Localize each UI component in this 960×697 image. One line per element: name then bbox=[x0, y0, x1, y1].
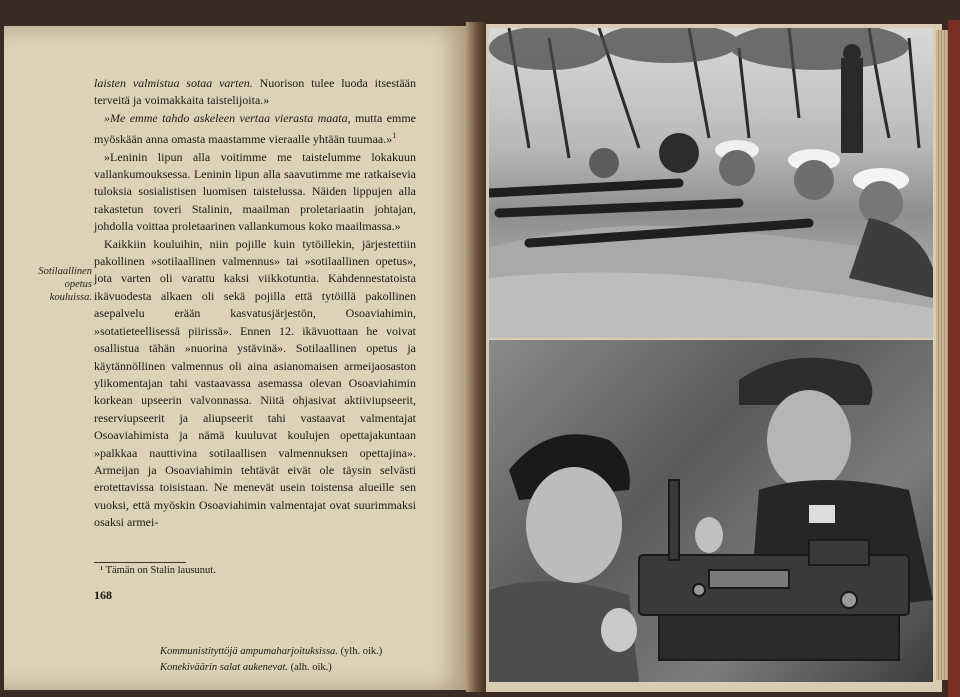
footnote-marker: 1 bbox=[392, 131, 397, 141]
text-run: mutta emme myöskään anna omasta maastamme vieraalle yhtään tuumaa.» bbox=[94, 110, 416, 147]
text-run: Kaikkiin kouluihin, niin pojille kuin tytöillekin, järjestettiin pakollinen »sotilaallinen valmennus» tai »sotilaallinen opetus», jota varten oli varattu kaksi viikkotuntia. Kahdennestatoista ikävuodesta alkaen oli sekä pojilla että tytöillä pakollinen asepalvelu erään kasvatusjärjestön, Osoaviahimin, »sotatieteellisessä piirissä». Ennen 12. ikävuottaan he voivat osallistua tähän »nuorina ystävinä». Sotilaallinen opetus ja käytännöllinen valmennus oli aina asianomaisen armeijaosaston ylikomentajan tahi vastaavassa asemassa olevan Osoaviahimin korkean upseerin valvonnassa. Niitä ohjasivat aktiiviupseerit, reserviupseerit ja aliupseerit tahi vastaavat valmentajat Osoaviahimista ja nämä kuuluvat koulujen opettajakuntaan »palkkaa nauttivina sotilaallisen valmennuksen opettajina». Armeijan ja Osoaviahimin tehtävät eivät ole täysin selvästi erotettavissa toisistaan. Ne menevät usein toistensa alueille sen vuoksi, että myöskin Osoaviahimin valmentajat ovat suurimmaksi osaksi armei- bbox=[94, 236, 416, 530]
girls-rifle-practice-photo bbox=[489, 28, 933, 338]
body-paragraph bbox=[94, 75, 416, 110]
caption-top bbox=[160, 646, 420, 657]
page-number: 168 bbox=[94, 588, 112, 602]
machine-gun-lesson-photo bbox=[489, 340, 933, 682]
footnote: ¹ Tämän on Stalin lausunut. bbox=[100, 565, 216, 576]
margin-note: Sotilaallinen opetus kouluissa. bbox=[38, 266, 92, 303]
text-run: Nuorison tulee luoda itsestään terveitä ja voimakkaita taistelijoita.» bbox=[94, 76, 417, 108]
book-gutter bbox=[466, 22, 488, 692]
caption-bottom-text: Konekiväärin salat aukenevat. bbox=[160, 662, 289, 673]
body-paragraph bbox=[94, 149, 416, 236]
text-run: laisten valmistua sotaa varten. bbox=[94, 76, 253, 90]
body-text bbox=[94, 75, 416, 532]
caption-bottom-note: (alh. oik.) bbox=[290, 662, 332, 673]
body-paragraph bbox=[94, 110, 416, 149]
caption-top-note: (ylh. oik.) bbox=[340, 646, 383, 657]
footnote-rule bbox=[94, 562, 186, 563]
text-run: »Leninin lipun alla voitimme me taistelumme lokakuun vallankumouksessa. Leninin lipun alla saavutimme me ratkaisevia tuloksia sosialistisen luomisen taistelussa. Näiden lippujen alla rakastetun toveri Stalinin, maailman proletariaatin johtajan, johdolla voittaa proletaarinen vallankumous koko maailmassa.» bbox=[94, 149, 416, 234]
text-run: »Me emme tahdo askeleen vertaa vierasta maata, bbox=[104, 110, 351, 125]
caption-bottom bbox=[160, 662, 420, 673]
cover-edge bbox=[948, 20, 960, 697]
body-paragraph bbox=[94, 236, 416, 532]
caption-top-text: Kommunistityttöjä ampumaharjoituksissa. bbox=[160, 646, 338, 657]
